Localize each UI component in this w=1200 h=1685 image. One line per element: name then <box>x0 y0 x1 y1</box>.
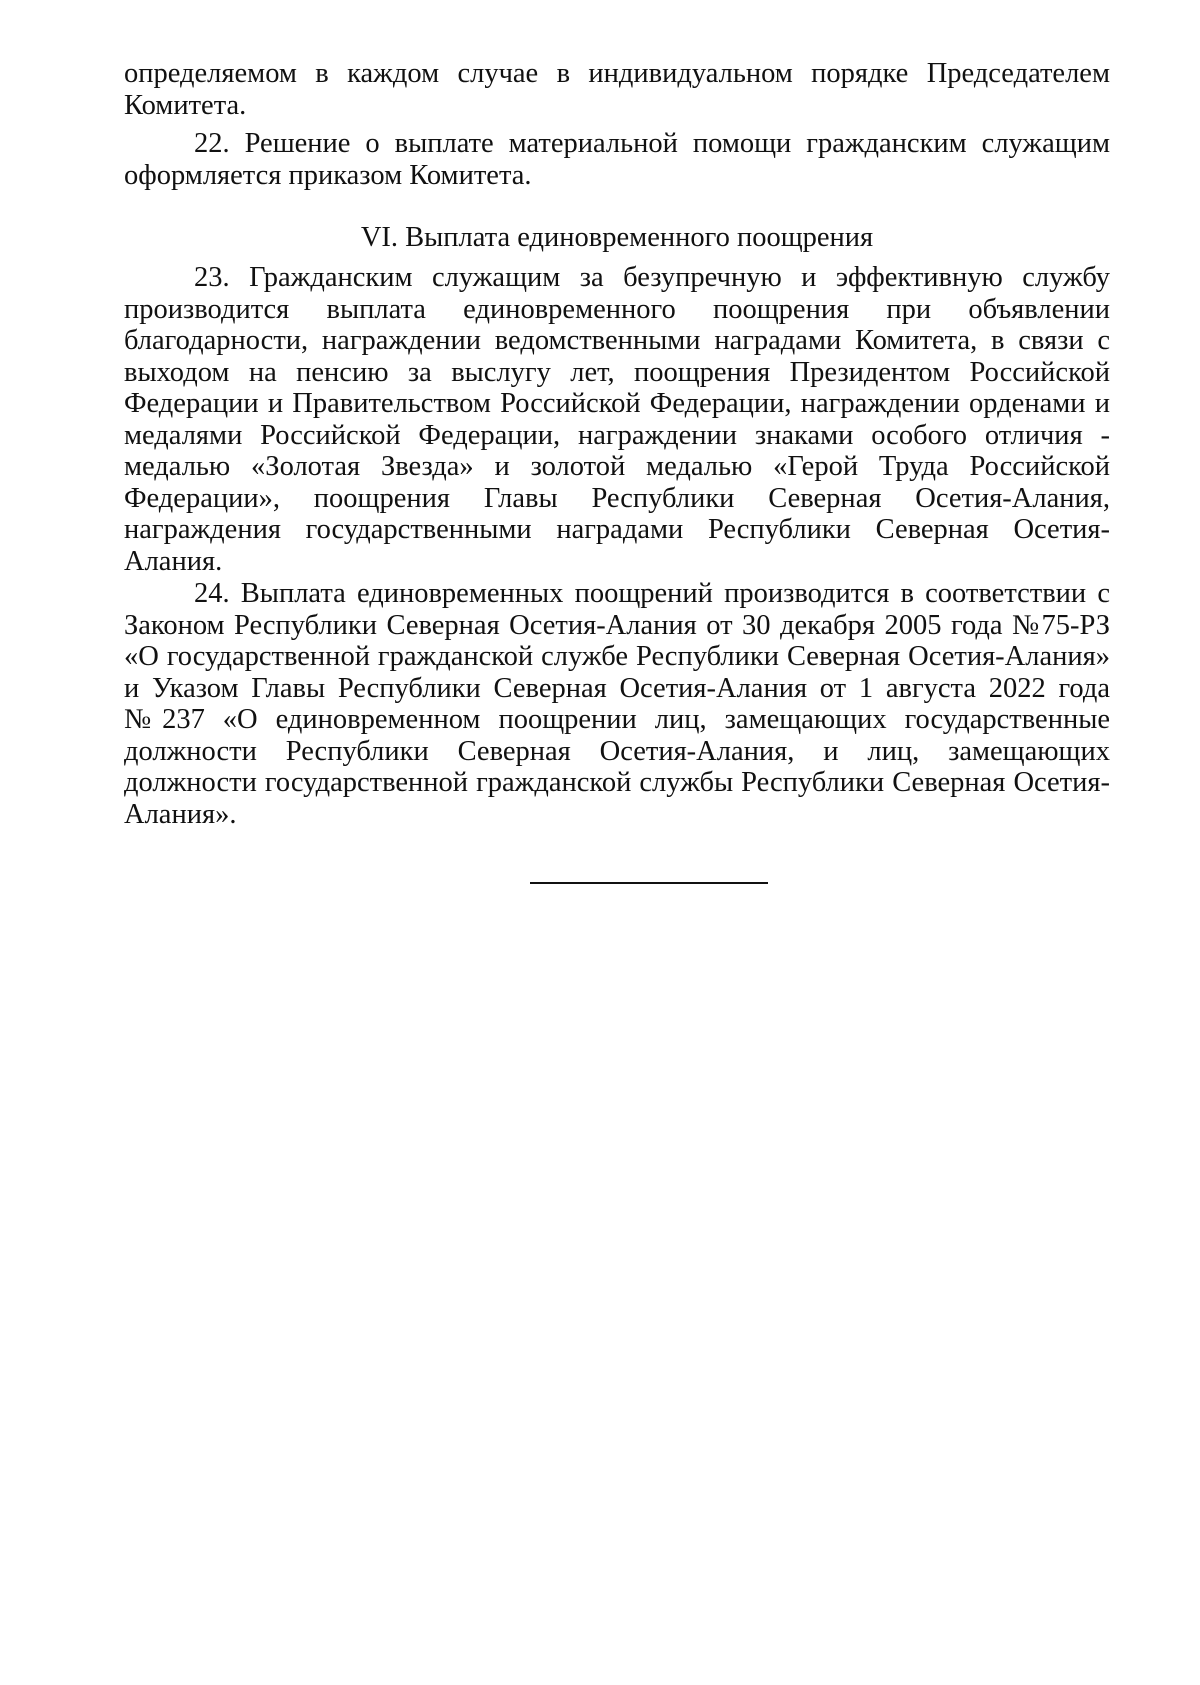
section-heading: VI. Выплата единовременного поощрения <box>360 222 874 253</box>
paragraph-continuation-text: определяемом в каждом случае в индивидуальном порядке Председателем Комитета. <box>124 58 1110 121</box>
paragraph-22 <box>124 128 1110 191</box>
end-separator-line <box>530 882 768 884</box>
paragraph-23-text: 23. Гражданским служащим за безупречную и эффективную службу производится выплата единовременного поощрения при объявлении благодарности, награждении ведомственными наградами Комитета, в связи с выходом на пенсию за выслугу лет, поощрения Президентом Российской Федерации и Правительством Российской Федерации, награждении орденами и медалями Российской Федерации, награждении знаками особого отличия - медалью «Золотая Звезда» и золотой медалью «Герой Труда Российской Федерации», поощрения Главы Республики Северная Осетия-Алания, награждения государственными наградами Республики Северная Осетия-Алания. <box>124 262 1110 577</box>
paragraph-22-text: 22. Решение о выплате материальной помощи гражданским служащим оформляется приказом Комитета. <box>124 128 1110 191</box>
paragraph-24-text: 24. Выплата единовременных поощрений производится в соответствии с Законом Республики Северная Осетия-Алания от 30 декабря 2005 года №75-РЗ «О государственной гражданской службе Республики Северная Осетия-Алания» и Указом Главы Республики Северная Осетия-Алания от 1 августа 2022 года №237 «О единовременном поощрении лиц, замещающих государственные должности Республики Северная Осетия-Алания, и лиц, замещающих должности государственной гражданской службы Республики Северная Осетия-Алания». <box>124 578 1110 830</box>
paragraph-24 <box>124 578 1110 830</box>
paragraph-continuation <box>124 58 1110 121</box>
paragraph-23 <box>124 262 1110 577</box>
